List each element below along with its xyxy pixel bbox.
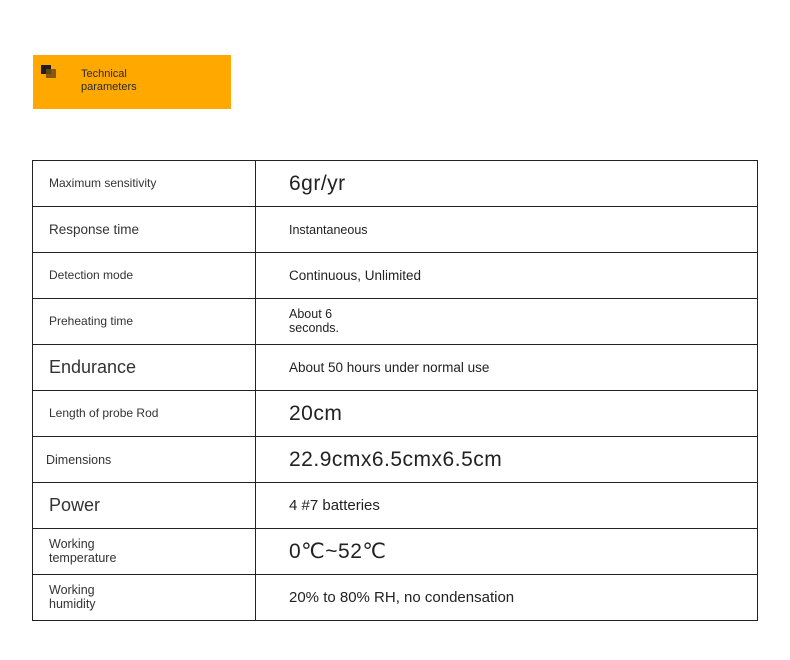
table-row [33,207,758,253]
table-row [33,345,758,391]
spec-label: Length of probe Rod [33,391,256,437]
table-row [33,299,758,345]
spec-value: About 50 hours under normal use [256,345,758,391]
spec-label: Power [33,483,256,529]
table-row [33,437,758,483]
spec-label: Maximum sensitivity [33,161,256,207]
table-row [33,253,758,299]
spec-label: Dimensions [46,452,112,467]
spec-value: About 6 seconds. [289,306,340,335]
spec-label: Endurance [33,345,256,391]
spec-value: 20cm [256,391,758,437]
spec-value: 20% to 80% RH, no condensation [256,575,758,621]
spec-table [32,160,758,621]
spec-value: 4 #7 batteries [256,483,758,529]
spec-label: Working humidity [49,582,96,611]
spec-value: Instantaneous [289,222,368,237]
table-row [33,391,758,437]
spec-label: Detection mode [33,253,256,299]
spec-label: Preheating time [33,299,256,345]
table-row [33,161,758,207]
spec-label: Working temperature [49,536,117,565]
spec-value: 0℃~52℃ [256,529,758,575]
section-title: Technical parameters [81,68,137,93]
spec-value: 22.9cmx6.5cmx6.5cm [256,437,758,483]
stacked-squares-icon [41,65,57,79]
spec-label: Response time [33,207,256,253]
table-row [33,529,758,575]
table-row [33,575,758,621]
section-header-badge [33,55,231,109]
table-row [33,483,758,529]
spec-value: 6gr/yr [256,161,758,207]
spec-value: Continuous, Unlimited [256,253,758,299]
